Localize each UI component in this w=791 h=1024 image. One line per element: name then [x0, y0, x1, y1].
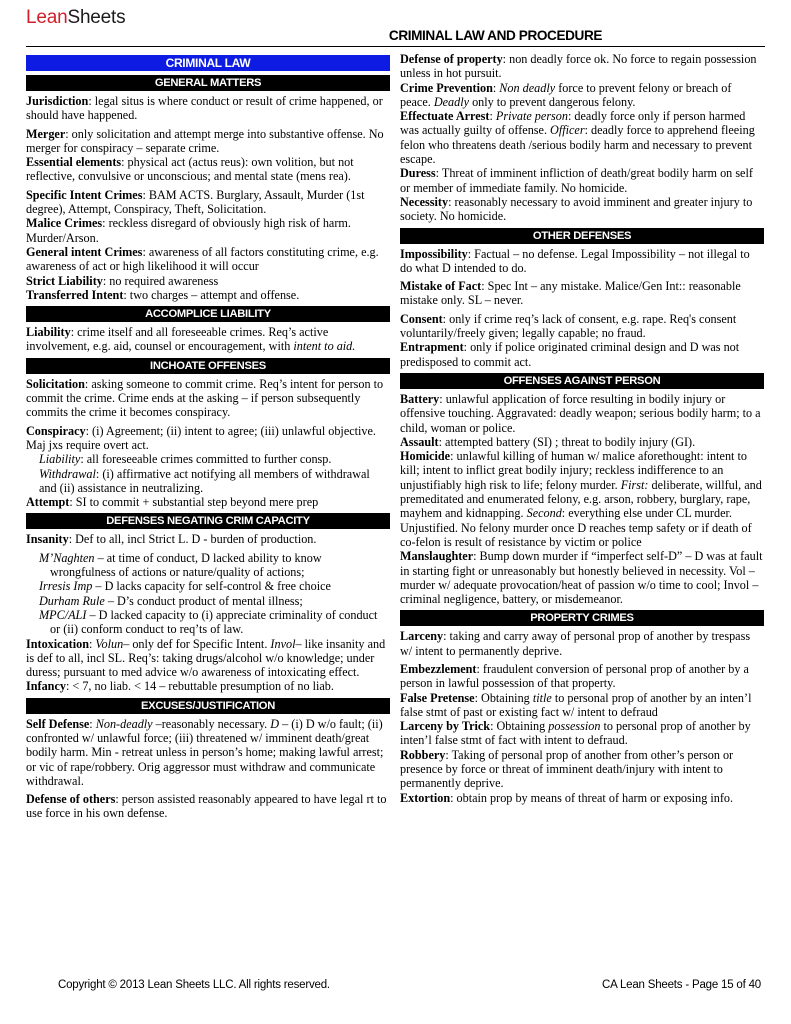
term: Necessity	[400, 194, 449, 209]
subterm: Volun	[95, 636, 124, 651]
definition: : Def to all, incl Strict L. D - burden of production.	[68, 532, 317, 547]
term: Assault	[400, 434, 439, 449]
definition: : (i) Agreement; (ii) intent to agree; (iii) unlawful objective. Maj jxs require overt act.	[26, 423, 376, 452]
term: Defense of others	[26, 792, 116, 807]
term: Mistake of Fact	[400, 279, 482, 294]
entry-durham-rule	[26, 594, 390, 608]
definition: : deadly force to apprehend fleeing felon who threatens death /serious bodily harm and necessary to prevent escape.	[400, 123, 755, 167]
entry-duress	[400, 166, 764, 195]
subterm: Officer	[550, 123, 585, 138]
definition: – D lacked capacity to (i) appreciate criminality of conduct or (ii) conform conduct to req’ts of law.	[50, 607, 378, 637]
entry-strict-liability	[26, 274, 390, 288]
term: Embezzlement	[400, 661, 477, 676]
entry-conspiracy-liability	[26, 452, 390, 466]
header-defenses-negating: DEFENSES NEGATING CRIM CAPACITY	[26, 513, 390, 529]
entry-battery	[400, 392, 764, 435]
definition: – at time of conduct, D lacked ability to know wrongfulness of actions or nature/quality of actions;	[50, 550, 322, 580]
term: Attempt	[26, 495, 70, 510]
definition: : Factual – no defense. Legal Impossibility – not illegal to do what D intended to do.	[400, 246, 750, 275]
definition: – only def for Specific Intent.	[123, 636, 271, 651]
header-general-matters: GENERAL MATTERS	[26, 75, 390, 91]
entry-impossibility	[400, 247, 764, 276]
definition: : awareness of all factors constituting crime, e.g. awareness of act or high likelihood it will occur	[26, 244, 379, 274]
definition: : everything else under CL murder. Unjustified. No felony murder once D reaches temp safety or if death of co-felon is result of resistance by victim or police	[400, 506, 752, 549]
subterm: First:	[620, 477, 649, 492]
term: Specific Intent Crimes	[26, 187, 143, 202]
entry-transferred-intent	[26, 288, 390, 302]
definition: : reasonably necessary to avoid imminent and greater injury to society. No homicide.	[400, 194, 753, 224]
term: Larceny by Trick	[400, 719, 491, 734]
definition: – D’s conduct product of mental illness;	[104, 593, 303, 608]
definition: : no required awareness	[102, 273, 219, 288]
entry-entrapment	[400, 340, 764, 369]
definition: : unlawful killing of human w/ malice aforethought: intent to kill; intent to inflict great bodily injury; reckless indifference to an unjustifiably high risk to life; felony murder.	[400, 449, 747, 492]
footer-copyright: Copyright © 2013 Lean Sheets LLC. All rights reserved.	[58, 979, 330, 991]
definition: : non deadly force ok. No force to regain possession unless in hot pursuit.	[400, 52, 757, 81]
brand-logo	[26, 7, 125, 29]
subterm: Withdrawal	[39, 466, 96, 481]
definition: : unlawful application of force resulting in bodily injury or offensive touching. Aggravated: deadly weapon; serious bodily harm; to a child, woman or police.	[400, 391, 761, 435]
entry-liability	[26, 325, 390, 354]
entry-mnaghten	[26, 551, 390, 580]
subterm: Liability	[39, 452, 81, 467]
term: Self Defense	[26, 716, 90, 731]
definition: –reasonably necessary.	[152, 716, 271, 731]
right-column	[400, 52, 764, 805]
definition: : taking and carry away of personal prop of another by trespass w/ intent to permanently deprive.	[400, 629, 751, 658]
entry-embezzlement	[400, 662, 764, 691]
term: Malice Crimes	[26, 216, 103, 231]
term: Robbery	[400, 747, 446, 762]
entry-conspiracy	[26, 424, 390, 453]
emphasis: possession	[548, 719, 601, 734]
definition: : < 7, no liab. < 14 – rebuttable presumption of no liab.	[65, 679, 334, 694]
entry-jurisdiction	[26, 94, 390, 123]
entry-crime-prevention	[400, 81, 764, 110]
entry-robbery	[400, 748, 764, 791]
definition: : Taking of personal prop of another from other’s person or presence by force or threat of imminent death/injury with intent to permanently deprive.	[400, 747, 734, 791]
entry-mpc-ali	[26, 608, 390, 637]
definition: deliberate, willful, and premeditated and enumerated felony, e.g. arson, robbery, burglary, rape, mayhem and kidnapping.	[400, 477, 762, 521]
term: Insanity	[26, 532, 69, 547]
entry-infancy	[26, 679, 390, 693]
subterm: M’Naghten	[39, 550, 95, 565]
definition: : SI to commit + substantial step beyond mere prep	[69, 495, 319, 510]
definition: : fraudulent conversion of personal prop of another by a person in lawful possession of that property.	[400, 661, 749, 691]
term: Impossibility	[400, 246, 468, 261]
definition: to personal prop of another by an inten’l false stmt of past or existing fact w/ intent to defraud	[400, 690, 752, 719]
term: Conspiracy	[26, 423, 86, 438]
brand-logo-lean: Lean	[26, 7, 68, 28]
definition: :	[88, 636, 96, 651]
section-banner: CRIMINAL LAW	[26, 55, 390, 71]
subterm: Invol	[270, 636, 296, 651]
entry-defense-of-property	[400, 52, 764, 81]
definition: – like insanity and is def to all, incl SL. Req’s: taking drugs/alcohol w/o knowledge; under duress; pursuant to med advice w/o awareness of intoxicating effect.	[26, 636, 386, 680]
subterm: Private person	[495, 109, 568, 124]
definition: force to prevent felony or breach of peace.	[400, 80, 732, 109]
definition: : all foreseeable crimes committed to further consp.	[80, 452, 332, 467]
definition: : only if crime req’s lack of consent, e.g. rape. Req's consent voluntarily/freely given; legally capable; no fraud.	[400, 311, 737, 341]
brand-logo-sheets: Sheets	[67, 7, 126, 28]
definition: : BAM ACTS. Burglary, Assault, Murder (1st degree), Attempt, Conspiracy, Theft, Solicitation.	[26, 187, 365, 217]
term: Merger	[26, 126, 66, 141]
entry-larceny-by-trick	[400, 719, 764, 748]
term: Duress	[400, 166, 436, 181]
term: False Pretense	[400, 690, 475, 705]
definition: : only if police originated criminal design and D was not predisposed to commit act.	[400, 340, 740, 369]
entry-larceny	[400, 629, 764, 658]
definition: : deadly force only if person harmed was actually guilty of offense.	[400, 109, 746, 138]
definition: : Bump down murder if “imperfect self-D” – D was at fault in starting fight or unreasonably but honestly believed in necessity. Vol – murder w/ adequate provocation/heat of passion w/o time to cool; Invol – criminal negligence, battery, or misdemeanor.	[400, 549, 763, 607]
term: Essential elements	[26, 155, 122, 170]
left-column	[26, 52, 390, 825]
entry-effectuate-arrest	[400, 109, 764, 166]
entry-false-pretense	[400, 691, 764, 720]
entry-homicide	[400, 449, 764, 549]
header-property-crimes: PROPERTY CRIMES	[400, 610, 764, 626]
subterm: Irresis Imp	[39, 579, 93, 594]
page-title: CRIMINAL LAW AND PROCEDURE	[388, 28, 603, 43]
subterm: Second	[526, 506, 562, 521]
entry-irresistible-impulse	[26, 579, 390, 593]
definition: : Spec Int – any mistake. Malice/Gen Int:: reasonable mistake only. SL – never.	[400, 279, 741, 308]
term: Effectuate Arrest	[400, 109, 490, 124]
entry-manslaughter	[400, 549, 764, 606]
header-other-defenses: OTHER DEFENSES	[400, 228, 764, 244]
definition: : physical act (actus reus): own volition, but not reflective, convulsive or unconscious; and mental state (mens rea).	[26, 155, 354, 184]
entry-intoxication	[26, 637, 390, 680]
entry-mistake-of-fact	[400, 279, 764, 308]
definition: : crime itself and all foreseeable crimes. Req’s active involvement, e.g. aid, counsel or encouragement, with	[26, 325, 329, 354]
term: Jurisdiction	[26, 94, 89, 108]
definition: : Threat of imminent infliction of death/great bodily harm on self or member of immediate family. No homicide.	[400, 166, 753, 195]
footer-page-number: CA Lean Sheets - Page 15 of 40	[602, 979, 761, 991]
term: Battery	[400, 391, 440, 406]
definition: : asking someone to commit crime. Req’s intent for person to commit the crime. Crime ends at the asking – if person subsequently commits the crime it becomes conspiracy.	[26, 376, 384, 420]
definition: :	[492, 80, 500, 95]
definition: : obtain prop by means of threat of harm or exposing info.	[450, 790, 734, 805]
term: Defense of property	[400, 52, 503, 66]
header-offenses-against-person: OFFENSES AGAINST PERSON	[400, 373, 764, 389]
definition: : person assisted reasonably appeared to have legal rt to use force in his own defense.	[26, 792, 387, 821]
definition: – (i) D w/o fault; (ii) confronted w/ unlawful force; (iii) threatened w/ imminent death/great bodily harm. Min - retreat unless in person’s home; making lawful arrest; or vic of rape/robbery. Orig aggressor must withdraw and communicate withdrawal.	[26, 716, 384, 788]
term: Infancy	[26, 679, 66, 694]
entry-extortion	[400, 791, 764, 805]
term: Extortion	[400, 790, 451, 805]
entry-merger	[26, 127, 390, 156]
subterm: Non-deadly	[95, 716, 153, 731]
term: Strict Liability	[26, 273, 103, 288]
term: Intoxication	[26, 636, 89, 651]
entry-self-defense	[26, 717, 390, 788]
term: Entrapment	[400, 340, 464, 355]
entry-specific-intent	[26, 188, 390, 217]
emphasis: intent to aid.	[293, 339, 356, 354]
term: Homicide	[400, 449, 451, 464]
subterm: Deadly	[433, 94, 470, 109]
term: Crime Prevention	[400, 80, 493, 95]
entry-consent	[400, 312, 764, 341]
definition: : reckless disregard of obviously high risk of harm. Murder/Arson.	[26, 216, 351, 245]
term: Transferred Intent	[26, 287, 124, 302]
definition: – D lacks capacity for self-control & free choice	[92, 579, 331, 594]
subterm: Durham Rule	[39, 593, 105, 608]
term: Larceny	[400, 629, 444, 644]
subterm: D	[270, 716, 280, 731]
definition: : Obtaining	[490, 719, 549, 734]
entry-insanity	[26, 532, 390, 546]
entry-solicitation	[26, 377, 390, 420]
definition: : attempted battery (SI) ; threat to bodily injury (GI).	[438, 434, 696, 449]
definition: : Obtaining	[474, 690, 533, 705]
term: General intent Crimes	[26, 244, 143, 259]
entry-attempt	[26, 495, 390, 509]
entry-defense-of-others	[26, 792, 390, 821]
emphasis: title	[532, 690, 552, 705]
definition: : only solicitation and attempt merge into substantive offense. No merger for conspiracy – separate crime.	[26, 126, 384, 155]
title-rule	[26, 46, 765, 47]
entry-general-intent	[26, 245, 390, 274]
subterm: Non deadly	[499, 80, 556, 95]
term: Solicitation	[26, 376, 85, 391]
entry-assault	[400, 435, 764, 449]
definition: only to prevent dangerous felony.	[469, 94, 636, 109]
definition: : (i) affirmative act notifying all members of withdrawal and (ii) assistance in neutralizing.	[39, 466, 370, 495]
header-accomplice-liability: ACCOMPLICE LIABILITY	[26, 306, 390, 322]
definition: :	[489, 109, 496, 124]
term: Liability	[26, 325, 71, 340]
entry-conspiracy-withdrawal	[26, 467, 390, 496]
term: Consent	[400, 311, 443, 326]
definition: : two charges – attempt and offense.	[123, 287, 300, 302]
definition: : legal situs is where conduct or result of crime happened, or should have happened.	[26, 94, 383, 123]
entry-essential-elements	[26, 155, 390, 184]
subterm: MPC/ALI	[39, 607, 87, 622]
entry-malice-crimes	[26, 216, 390, 245]
header-inchoate-offenses: INCHOATE OFFENSES	[26, 358, 390, 374]
header-excuses-justification: EXCUSES/JUSTIFICATION	[26, 698, 390, 714]
term: Manslaughter	[400, 549, 474, 564]
entry-necessity	[400, 195, 764, 224]
definition: to personal prop of another by inten’l false stmt of fact with intent to defraud.	[400, 719, 751, 748]
definition: :	[89, 716, 96, 731]
